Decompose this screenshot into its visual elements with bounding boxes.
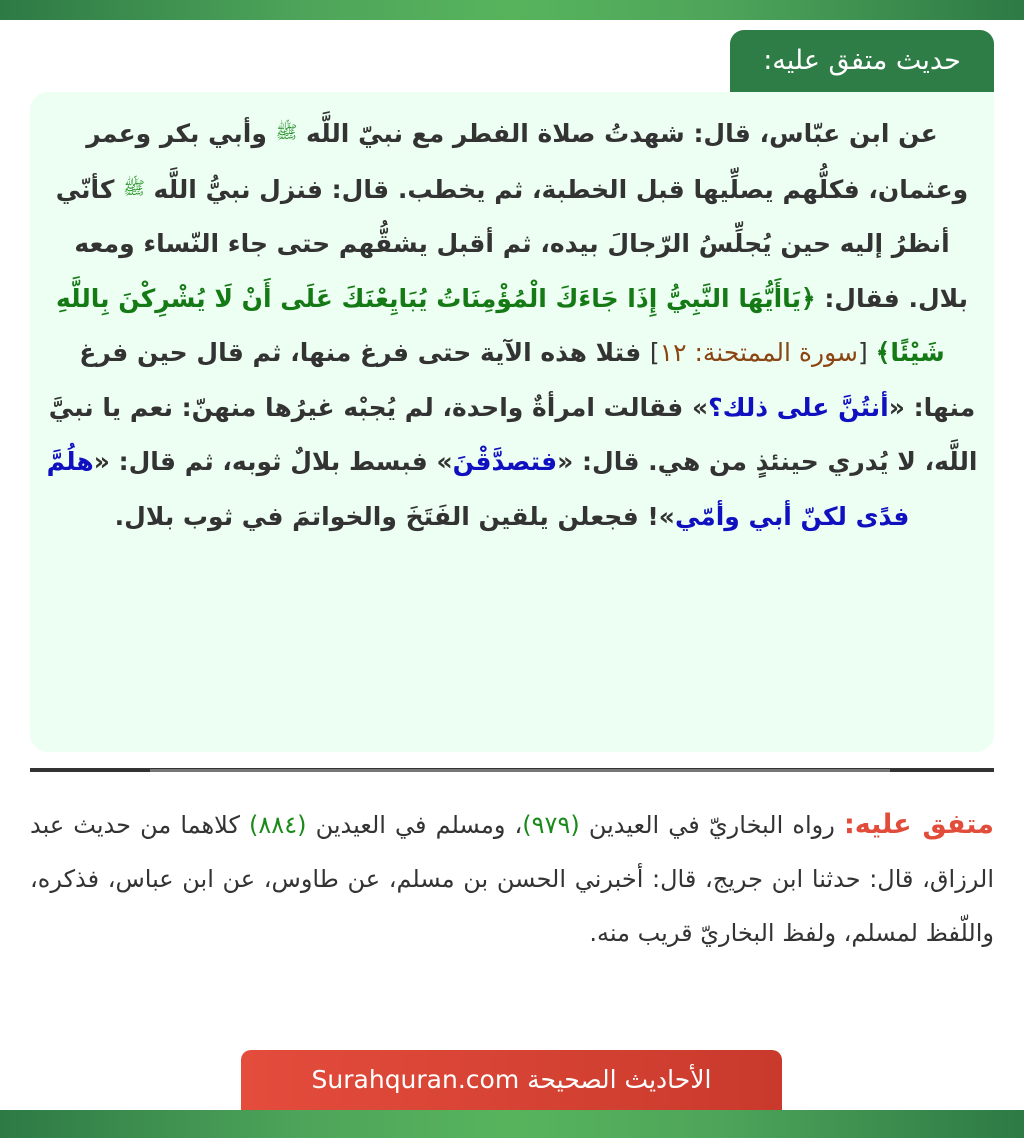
muslim-ref-number: (٨٨٤) xyxy=(249,811,307,839)
hadith-text-part: عن ابن عبّاس، قال: شهدتُ صلاة الفطر مع نبيّ اللَّه xyxy=(297,119,938,148)
surah-reference: سورة الممتحنة: ١٢ xyxy=(659,338,858,367)
hadith-body xyxy=(46,106,978,544)
salawat-icon: ﷺ xyxy=(123,177,145,199)
salawat-icon: ﷺ xyxy=(275,122,298,143)
hadith-title-tab xyxy=(730,30,994,92)
bracket-close: ] xyxy=(649,338,660,367)
prophet-speech: فتصدَّقْنَ xyxy=(452,447,558,476)
hadith-text-box xyxy=(30,92,994,752)
prophet-speech: أنتُنَّ على ذلك؟ xyxy=(708,392,889,422)
hadith-text-part: »! فجعلن يلقين الفَتَخَ والخواتمَ في ثوب بلال. xyxy=(114,501,675,531)
hadith-title: حديث متفق عليه: xyxy=(763,45,961,76)
hadith-text-part: » فبسط بلالٌ ثوبه، ثم قال: « xyxy=(93,447,453,476)
site-footer-badge[interactable] xyxy=(241,1050,782,1110)
bukhari-ref-number: (٩٧٩) xyxy=(522,811,580,839)
source-citation xyxy=(30,798,994,960)
prophet-speech: هلُمَّ فدًى لكنّ أبي وأمّي xyxy=(46,447,910,531)
source-text-part: رواه البخاريّ في العيدين xyxy=(579,811,844,839)
top-decorative-bar xyxy=(0,0,1024,20)
site-footer-label: الأحاديث الصحيحة Surahquran.com xyxy=(311,1065,712,1094)
hadith-text-part: » فقالت امرأةٌ واحدة، لم يُجبْه غيرُها منهنّ: نعم يا نبيَّ اللَّه، لا يُدري حينئذٍ من هي. قال: « xyxy=(48,392,978,476)
source-text-part: كلاهما من حديث عبد الرزاق، قال: حدثنا ابن جريج، قال: أخبرني الحسن بن مسلم، عن طاوس، عن ابن عباس، فذكره، واللّفظ لمسلم، ولفظ البخاريّ قريب منه. xyxy=(30,811,994,947)
source-label: متفق عليه: xyxy=(843,809,995,840)
source-text-part: ، ومسلم في العيدين xyxy=(306,811,523,839)
hadith-text-part: وأبي بكر وعمر وعثمان، فكلُّهم يصلِّيها قبل الخطبة، ثم يخطب. قال: فنزل نبيُّ اللَّه xyxy=(86,119,969,204)
hadith-text-part: فتلا هذه الآية حتى فرغ منها، ثم قال حين فرغ منها: « xyxy=(79,338,976,422)
hadith-text-part: كأنّي أنظرُ إليه حين يُجلِّسُ الرّجالَ بيده، ثم أقبل يشقُّهم حتى جاء النّساء ومعه بلال. فقال: xyxy=(55,174,969,313)
bottom-decorative-bar xyxy=(0,1110,1024,1138)
bracket-open: [ xyxy=(857,338,876,367)
quran-verse: ﴿يَاأَيُّهَا النَّبِيُّ إِذَا جَاءَكَ الْمُؤْمِنَاتُ يُبَايِعْنَكَ عَلَى أَنْ لَا يُشْرِكْنَ بِاللَّهِ شَيْئًا﴾ xyxy=(55,283,945,367)
section-divider-highlight xyxy=(150,769,890,772)
